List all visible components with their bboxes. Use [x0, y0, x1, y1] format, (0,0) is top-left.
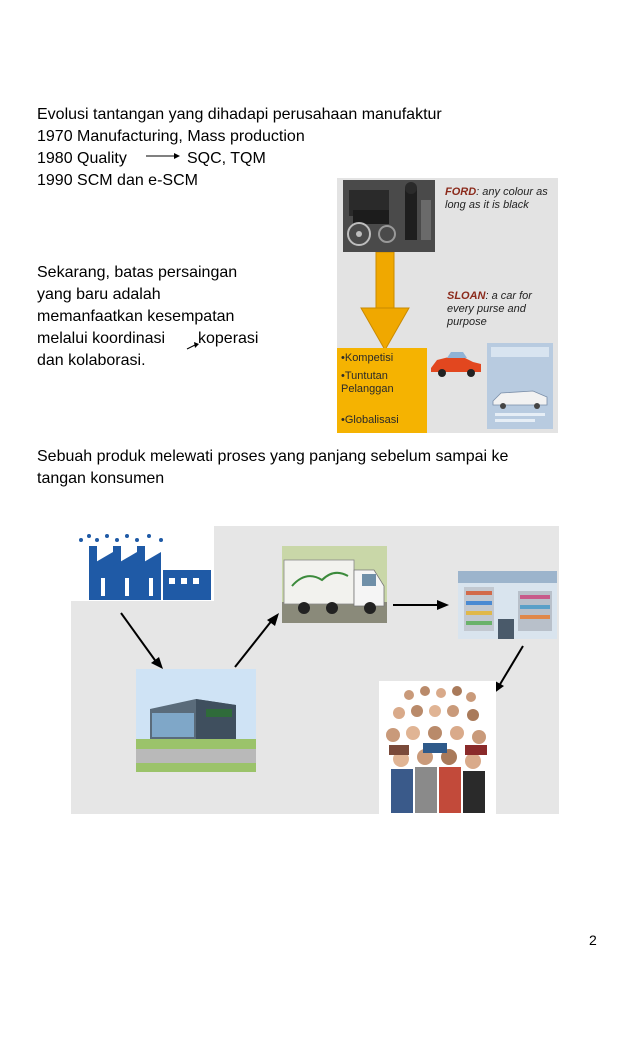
red-car-image [429, 348, 483, 380]
ford-quote-text: : any colour as long as it is black [445, 186, 548, 211]
arrow-down-right-icon [119, 611, 165, 671]
challenge-item: •Globalisasi [341, 414, 399, 426]
competition-line-2: yang baru adalah [37, 286, 161, 303]
intro-1990: 1990 SCM dan e-SCM [37, 172, 198, 189]
arrow-up-right-icon [233, 611, 281, 671]
store-image [458, 571, 557, 639]
challenges-box [337, 348, 427, 433]
intro-1980-left: 1980 Quality [37, 150, 127, 167]
ford-name: FORD [445, 186, 477, 198]
intro-heading: Evolusi tantangan yang dihadapi perusahaan manufaktur [37, 106, 442, 123]
sloan-name: SLOAN [447, 290, 486, 302]
cadillac-ad-image [487, 343, 553, 429]
model-t-photo [343, 180, 435, 252]
competition-line-5: dan kolaborasi. [37, 352, 146, 369]
evolution-figure [337, 178, 558, 433]
arrow-right-icon [391, 598, 451, 612]
process-line-1: Sebuah produk melewati proses yang panjang sebelum sampai ke [37, 448, 509, 465]
intro-1980-right: SQC, TQM [187, 150, 266, 167]
factory-icon [71, 526, 214, 601]
competition-line-4-right: koperasi [198, 330, 259, 347]
process-line-2: tangan konsumen [37, 470, 165, 487]
right-arrow-icon [145, 150, 181, 162]
competition-line-4-left: melalui koordinasi [37, 330, 166, 347]
consumers-crowd-image [379, 681, 496, 814]
intro-1970: 1970 Manufacturing, Mass production [37, 128, 305, 145]
arrow-down-left-icon [491, 644, 527, 696]
page-number: 2 [589, 932, 597, 948]
ford-quote [445, 186, 555, 212]
truck-image [282, 546, 387, 623]
down-arrow-icon [359, 252, 411, 352]
sloan-quote-text: : a car for every purse and purpose [447, 290, 532, 328]
challenge-item: •Kompetisi [341, 352, 394, 364]
challenge-item: •Tuntutan Pelanggan [341, 370, 394, 395]
competition-line-3: memanfaatkan kesempatan [37, 308, 235, 325]
supply-chain-figure [71, 526, 559, 814]
competition-line-1: Sekarang, batas persaingan [37, 264, 238, 281]
sloan-quote [447, 290, 557, 329]
warehouse-image [136, 669, 256, 772]
